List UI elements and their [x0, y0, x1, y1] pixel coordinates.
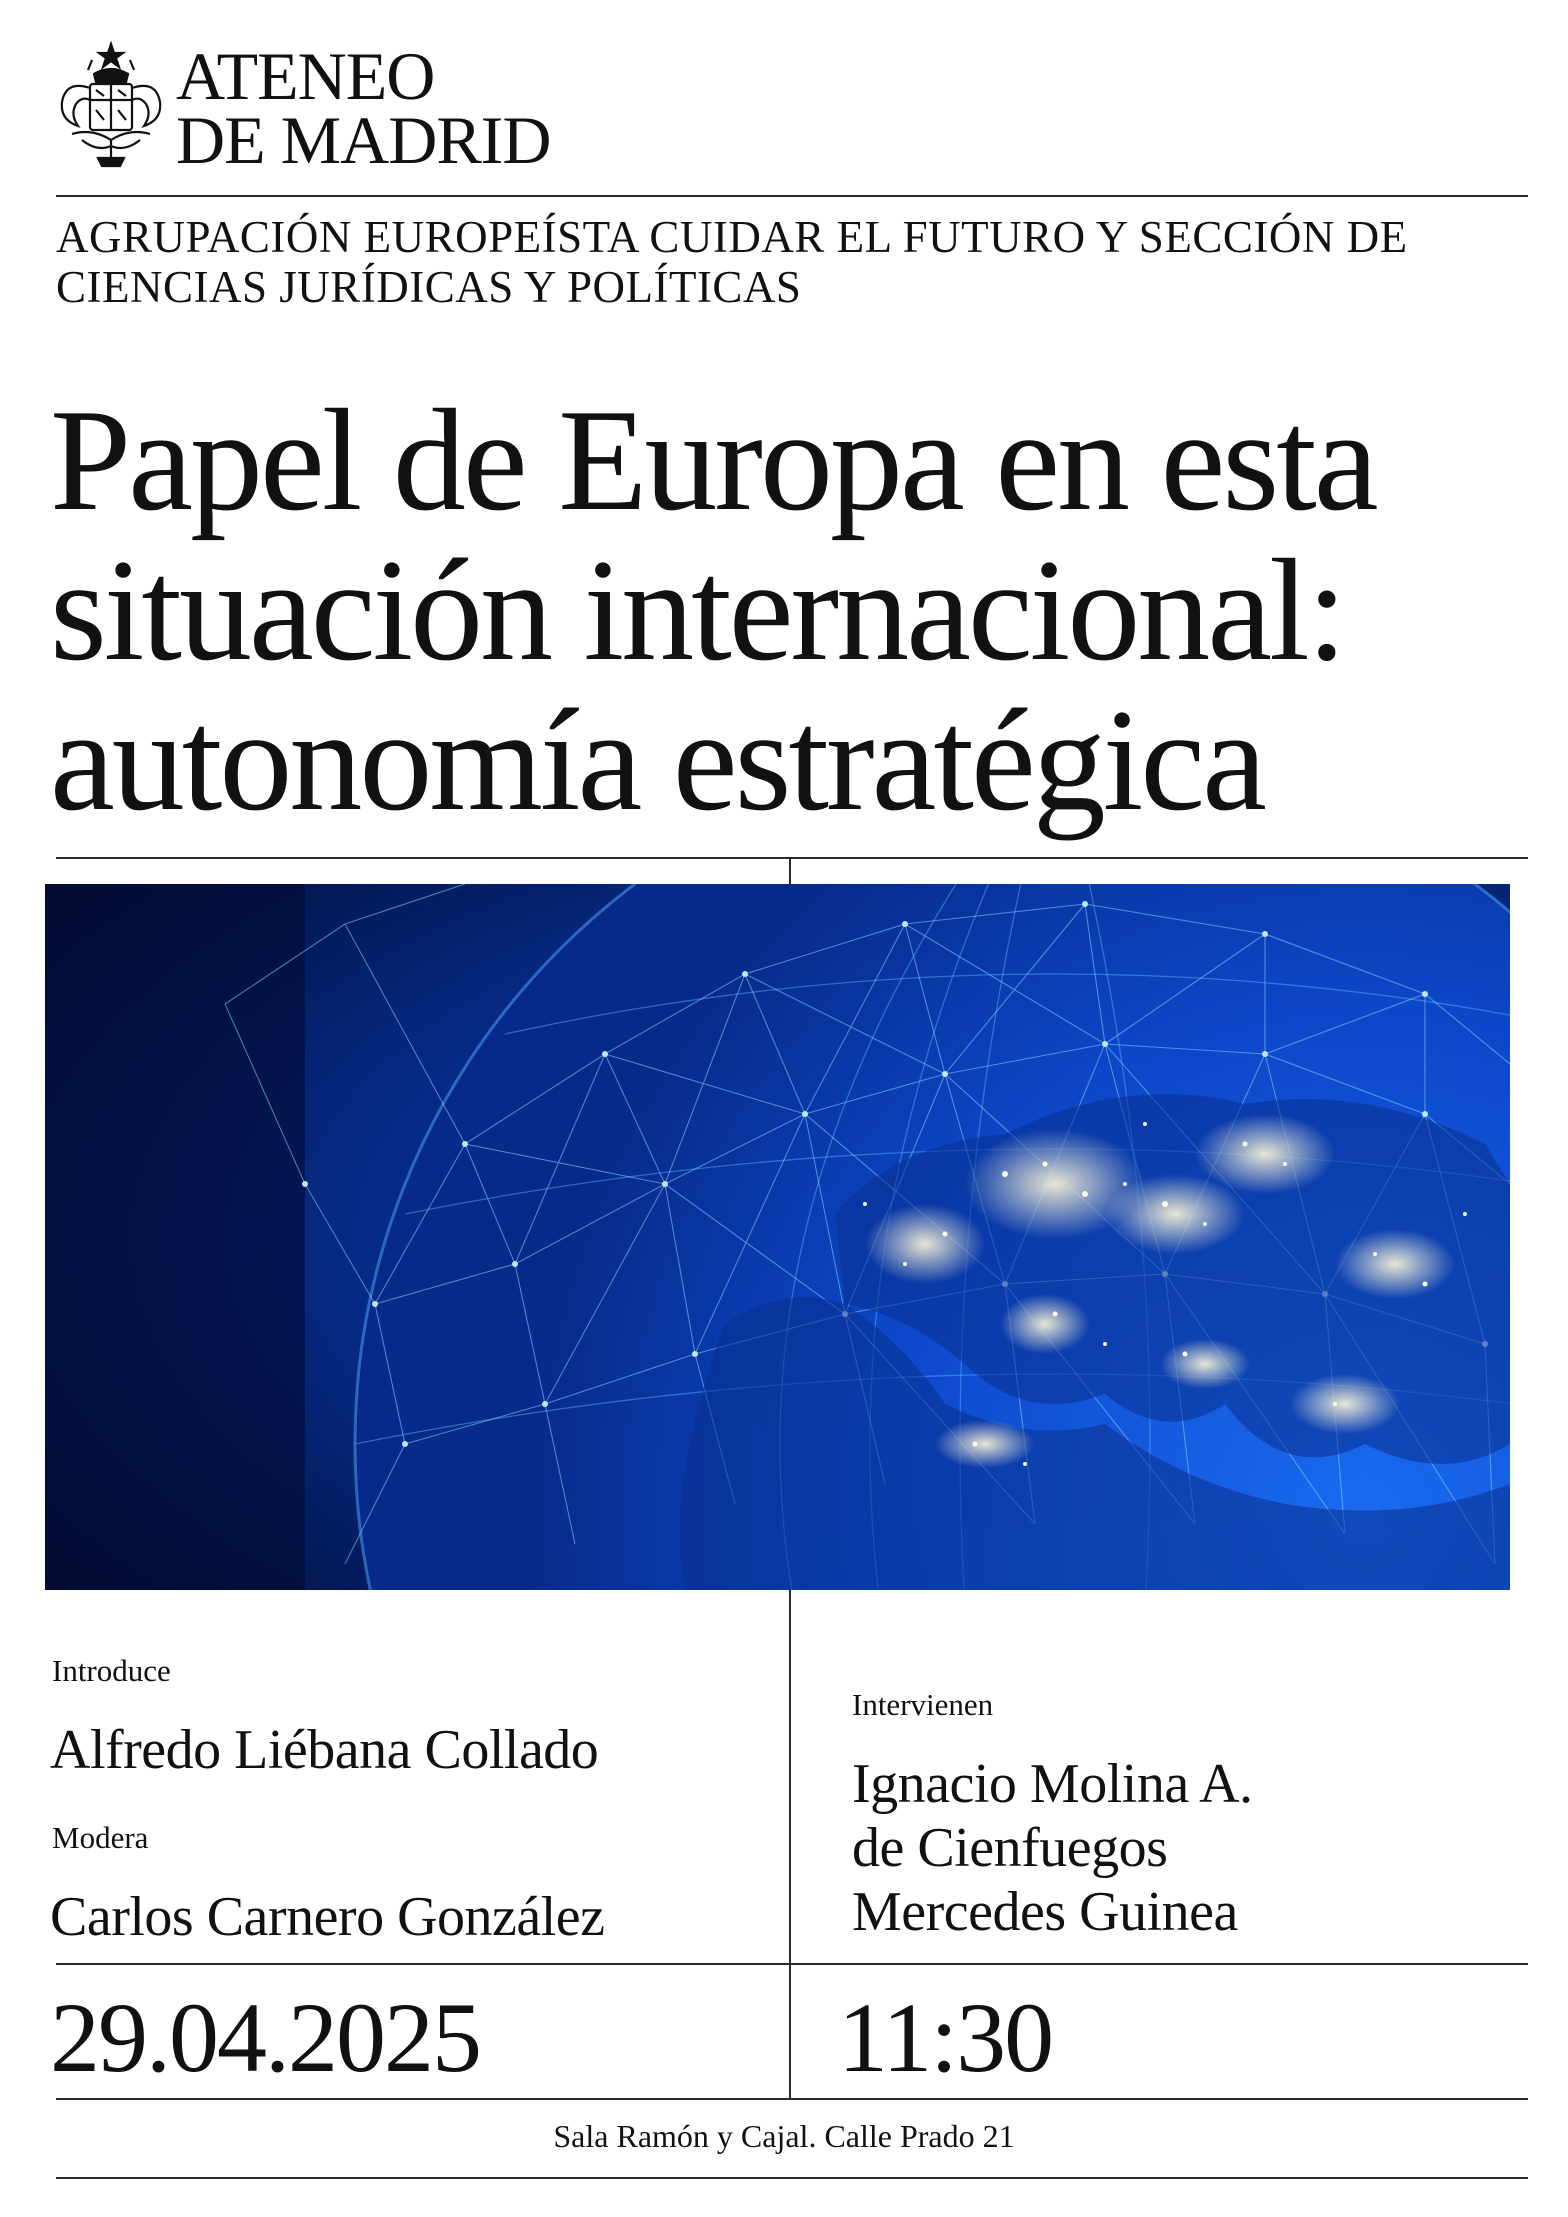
date-divider-top — [56, 1963, 1528, 1965]
footer-divider — [56, 2177, 1528, 2179]
ateneo-coat-of-arms-icon — [52, 40, 170, 172]
organizers-text: AGRUPACIÓN EUROPEÍSTA CUIDAR EL FUTURO Y SECCIÓN DE CIENCIAS JURÍDICAS Y POLÍTICAS — [56, 212, 1408, 312]
logo-line-1: ATENEO — [176, 38, 435, 114]
title-line-2: situación internacional: — [50, 529, 1345, 691]
intervienen-label: Intervienen — [852, 1687, 994, 1722]
logo-line-2: DE MADRID — [176, 102, 551, 178]
column-divider-top — [789, 857, 791, 884]
column-divider-middle — [789, 1590, 791, 1965]
introduce-label: Introduce — [52, 1653, 171, 1688]
speaker-name-line: Ignacio Molina A. — [852, 1753, 1253, 1815]
modera-label: Modera — [52, 1820, 149, 1855]
column-divider-bottom — [789, 1963, 791, 2100]
title-line-1: Papel de Europa en esta — [50, 379, 1376, 541]
date-divider-bottom — [56, 2098, 1528, 2100]
logo-wordmark — [176, 38, 551, 178]
event-date: 29.04.2025 — [50, 1982, 480, 2093]
header-divider — [56, 195, 1528, 197]
event-title — [50, 379, 1540, 841]
speaker-name-line: de Cienfuegos — [852, 1817, 1168, 1879]
intervienen-names — [852, 1752, 1253, 1944]
event-time: 11:30 — [838, 1982, 1053, 2093]
globe-network-europe-image — [45, 884, 1510, 1590]
title-line-3: autonomía estratégica — [50, 679, 1264, 841]
modera-name: Carlos Carnero González — [50, 1886, 605, 1948]
event-venue: Sala Ramón y Cajal. Calle Prado 21 — [553, 2118, 1015, 2154]
title-divider — [56, 857, 1528, 859]
speaker-name-line: Mercedes Guinea — [852, 1881, 1238, 1943]
introduce-name: Alfredo Liébana Collado — [50, 1719, 599, 1781]
